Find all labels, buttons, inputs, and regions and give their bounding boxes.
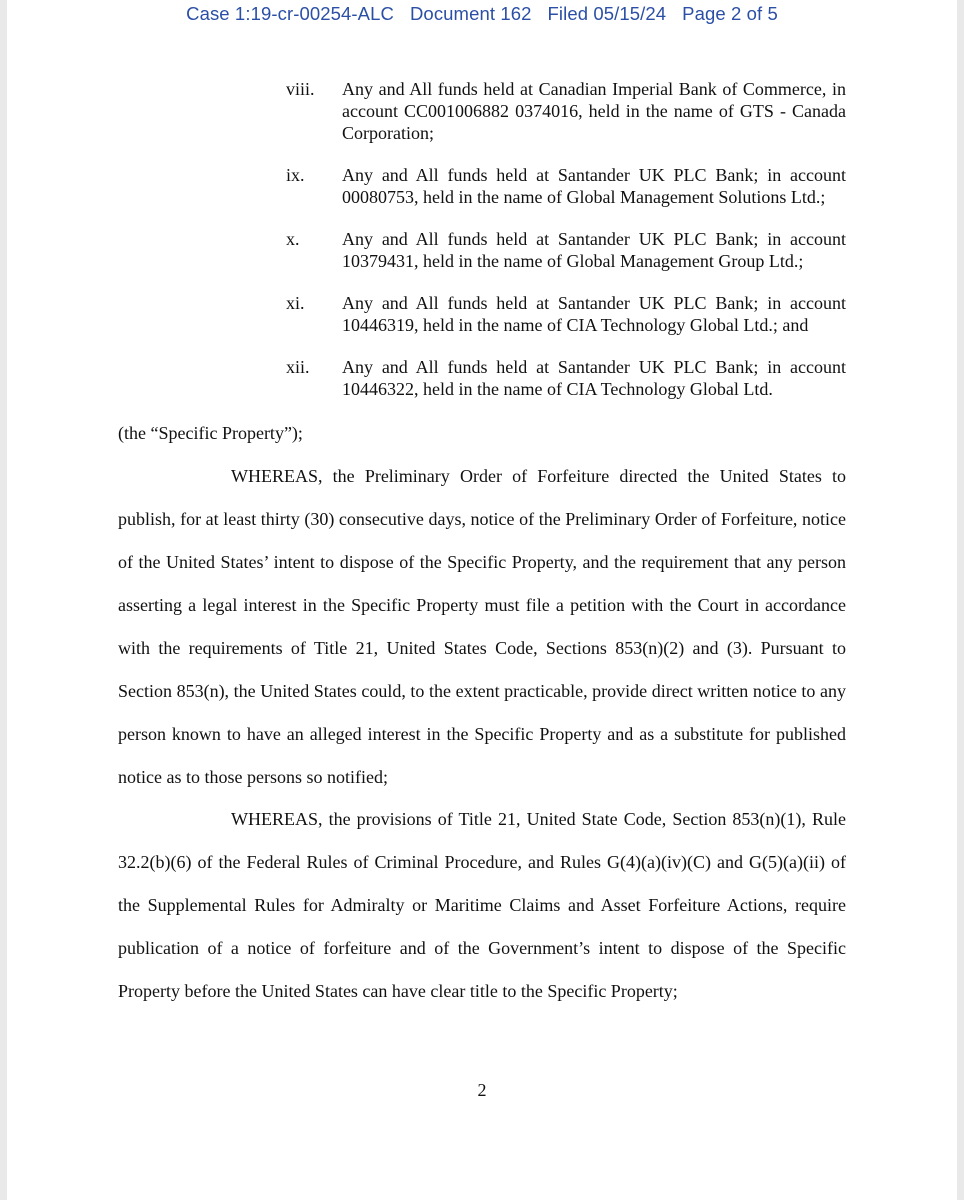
list-item: [0, 78, 964, 164]
header-filed-date: Filed 05/15/24: [547, 3, 667, 24]
list-item-text: Any and All funds held at Santander UK PLC Bank; in account 10446322, held in the name of CIA Technology Global Ltd.: [342, 357, 846, 399]
specific-property-definition: (the “Specific Property”);: [118, 423, 303, 443]
header-page-count: Page 2 of 5: [682, 3, 778, 24]
list-item-number: xi.: [286, 293, 305, 313]
list-item: [0, 356, 964, 420]
list-item: [0, 292, 964, 356]
list-item-number: viii.: [286, 79, 315, 99]
list-item-text: Any and All funds held at Santander UK PLC Bank; in account 10379431, held in the name of Global Management Group Ltd.;: [342, 229, 846, 271]
whereas-paragraph-publication: WHEREAS, the Preliminary Order of Forfeiture directed the United States to publish, for at least thirty (30) consecutive days, notice of the Preliminary Order of Forfeiture, notice of the United States’ intent to dispose of the Specific Property, and the requirement that any person asserting a legal interest in the Specific Property must file a petition with the Court in accordance with the requirements of Title 21, United States Code, Sections 853(n)(2) and (3). Pursuant to Section 853(n), the United States could, to the extent practicable, provide direct written notice to any person known to have an alleged interest in the Specific Property and as a substitute for published notice as to those persons so notified;: [118, 466, 846, 787]
list-item-text: Any and All funds held at Canadian Imperial Bank of Commerce, in account CC001006882 0374016, held in the name of GTS - Canada Corporation;: [342, 79, 846, 143]
list-item-text: Any and All funds held at Santander UK PLC Bank; in account 00080753, held in the name of Global Management Solutions Ltd.;: [342, 165, 846, 207]
list-item: [0, 228, 964, 292]
list-item-number: ix.: [286, 165, 305, 185]
property-list: [0, 78, 964, 420]
header-case-number: Case 1:19-cr-00254-ALC: [186, 3, 394, 24]
page-number: 2: [477, 1080, 487, 1100]
list-item-number: x.: [286, 229, 300, 249]
whereas-paragraph-provisions: WHEREAS, the provisions of Title 21, United State Code, Section 853(n)(1), Rule 32.2(b)(6) of the Federal Rules of Criminal Procedure, and Rules G(4)(a)(iv)(C) and G(5)(a)(ii) of the Supplemental Rules for Admiralty or Maritime Claims and Asset Forfeiture Actions, require publication of a notice of forfeiture and of the Government’s intent to dispose of the Specific Property before the United States can have clear title to the Specific Property;: [118, 809, 846, 1001]
list-item-text: Any and All funds held at Santander UK PLC Bank; in account 10446319, held in the name of CIA Technology Global Ltd.; and: [342, 293, 846, 335]
ecf-header: [0, 3, 964, 25]
list-item-number: xii.: [286, 357, 310, 377]
list-item: [0, 164, 964, 228]
header-document-number: Document 162: [409, 3, 532, 24]
